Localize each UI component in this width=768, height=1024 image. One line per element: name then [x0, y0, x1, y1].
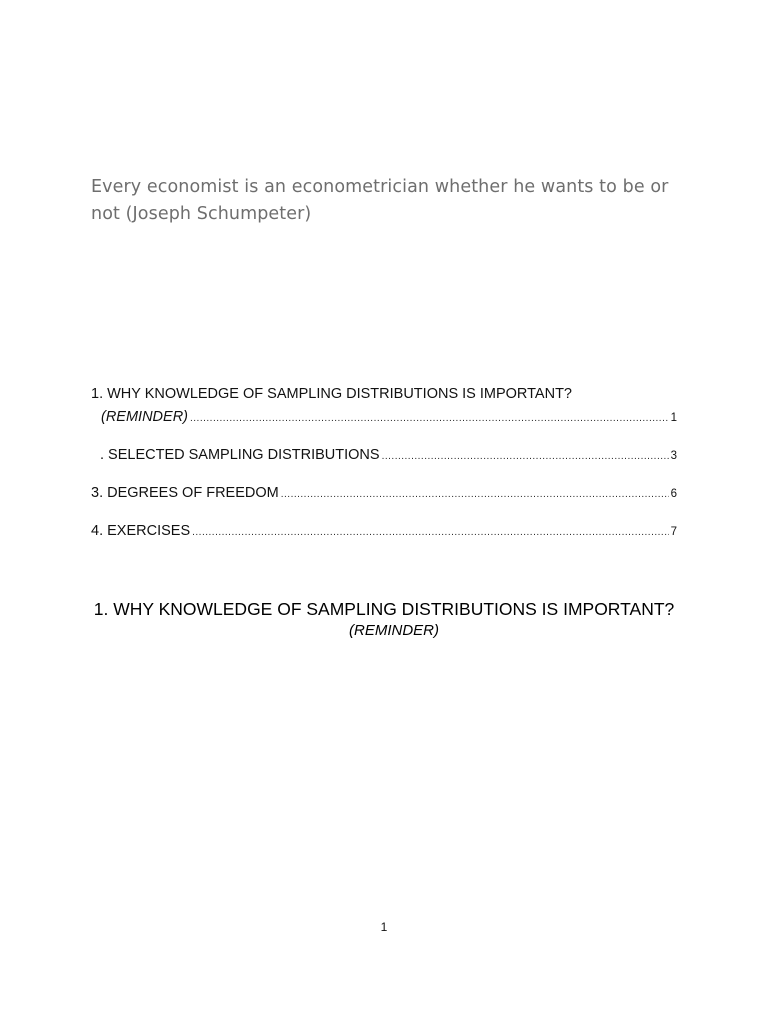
toc-entry-4-page: 7	[670, 526, 677, 538]
quote-line-2: not (Joseph Schumpeter)	[91, 204, 312, 224]
section-title: 1. WHY KNOWLEDGE OF SAMPLING DISTRIBUTIONS IS IMPORTANT?	[93, 599, 675, 619]
toc-entry-1-title[interactable]: 1. WHY KNOWLEDGE OF SAMPLING DISTRIBUTIONS IS IMPORTANT?	[91, 386, 572, 402]
toc-entry-2[interactable]	[91, 445, 677, 467]
toc-entry-4[interactable]	[91, 521, 677, 543]
toc-leader-dots	[281, 485, 669, 505]
quote-line-1: Every economist is an econometrician whether he wants to be or	[91, 177, 669, 197]
toc-entry-2-page: 3	[670, 450, 677, 462]
toc-leader-dots	[190, 409, 669, 429]
toc-entry-1-label: (REMINDER)	[101, 409, 188, 425]
toc-entry-3[interactable]	[91, 483, 677, 505]
table-of-contents	[91, 384, 677, 543]
toc-leader-dots	[382, 447, 669, 467]
toc-entry-1-page: 1	[670, 412, 677, 424]
epigraph-quote	[91, 174, 691, 228]
toc-entry-3-page: 6	[670, 488, 677, 500]
toc-entry-3-label: 3. DEGREES OF FREEDOM	[91, 485, 279, 501]
toc-leader-dots	[192, 523, 668, 543]
toc-entry-4-label: 4. EXERCISES	[91, 523, 191, 539]
section-subtitle: (REMINDER)	[349, 622, 439, 639]
section-heading	[0, 597, 768, 641]
page-number: 1	[380, 920, 388, 934]
toc-entry-1[interactable]	[91, 407, 677, 429]
toc-entry-2-label: . SELECTED SAMPLING DISTRIBUTIONS	[100, 447, 380, 463]
